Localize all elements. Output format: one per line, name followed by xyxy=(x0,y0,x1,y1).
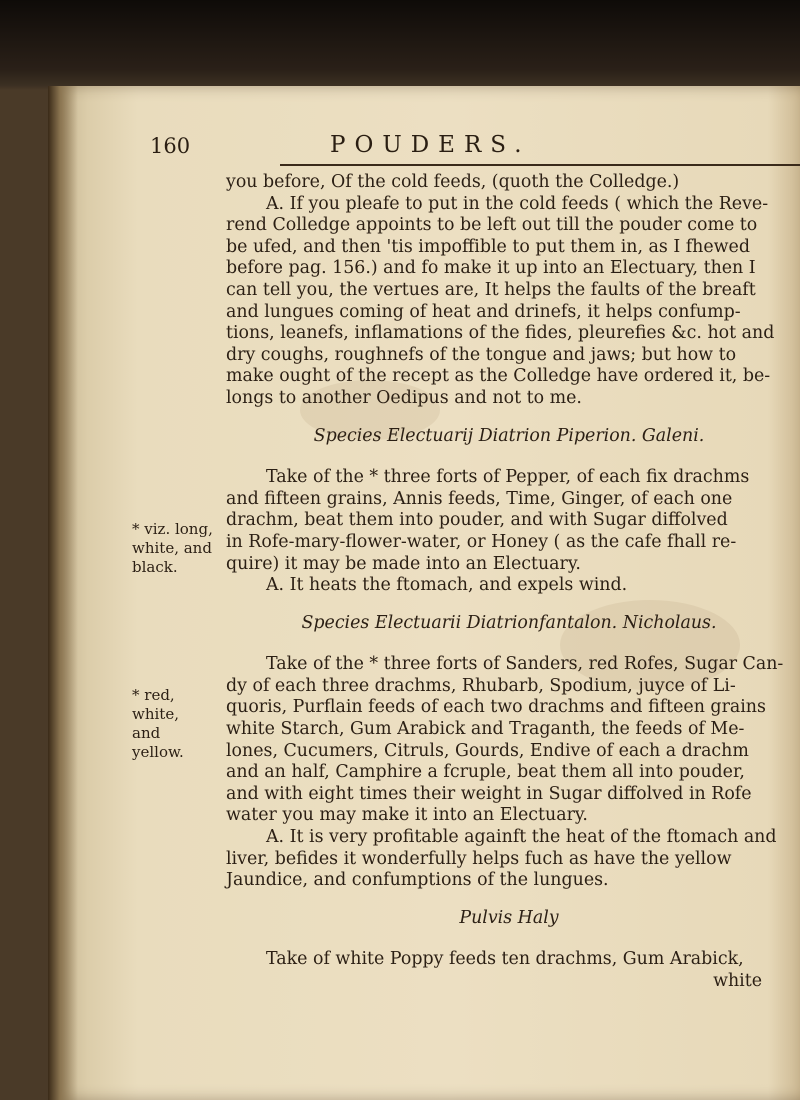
text-line: Jaundice, and confumptions of the lungues. xyxy=(226,870,609,891)
text-line: dy of each three drachms, Rhubarb, Spodium, juyce of Li- xyxy=(226,675,736,696)
body-text xyxy=(226,172,792,993)
page-header xyxy=(130,126,770,166)
margin-note-line: black. xyxy=(132,558,178,576)
text-line: quoris, Purflain feeds of each two drachms and fifteen grains xyxy=(226,697,766,718)
text-line: lones, Cucumers, Citruls, Gourds, Endive of each a drachm xyxy=(226,740,749,761)
heading-text: Pulvis Haly xyxy=(459,907,559,928)
text-line: and lungues coming of heat and drinefs, it helps confump- xyxy=(226,301,741,322)
text-line: A. It heats the ftomach, and expels wind. xyxy=(266,575,628,596)
section-heading xyxy=(226,908,792,930)
text-line: white Starch, Gum Arabick and Traganth, the feeds of Me- xyxy=(226,719,745,740)
margin-note-sanders xyxy=(132,686,216,762)
text-line: liver, befides it wonderfully helps fuch as have the yellow xyxy=(226,848,732,869)
text-line: longs to another Oedipus and not to me. xyxy=(226,387,582,408)
text-line: A. It is very profitable againft the heat of the ftomach and xyxy=(266,827,777,848)
text-line: Take of the * three forts of Pepper, of each fix drachms xyxy=(266,467,750,488)
header-rule xyxy=(280,164,800,166)
margin-note-line: white, and xyxy=(132,539,212,557)
margin-note-line: * red, white, xyxy=(132,686,179,723)
margin-note-line: * viz. long, xyxy=(132,520,213,538)
text-line: and fifteen grains, Annis feeds, Time, Ginger, of each one xyxy=(226,488,733,509)
text-line: Take of white Poppy feeds ten drachms, Gum Arabick, xyxy=(266,949,744,970)
margin-note-pepper xyxy=(132,520,216,577)
text-line: dry coughs, roughnefs of the tongue and jaws; but how to xyxy=(226,344,737,365)
text-line: you before, Of the cold feeds, (quoth the Colledge.) xyxy=(226,172,680,192)
text-line: be ufed, and then 'tis impoffible to put them in, as I fhewed xyxy=(226,236,750,257)
section-heading xyxy=(226,426,792,448)
running-title: POUDERS. xyxy=(330,132,531,158)
heading-text: Species Electuarij Diatrion Piperion. Galeni. xyxy=(313,425,705,446)
text-line: make ought of the recept as the Colledge have ordered it, be- xyxy=(226,366,771,387)
page-gutter xyxy=(48,86,78,1100)
text-line: tions, leanefs, inflamations of the fides, pleurefies &c. hot and xyxy=(226,323,775,344)
catchword: white xyxy=(713,971,762,991)
text-line: can tell you, the vertues are, It helps the faults of the breaft xyxy=(226,279,756,300)
text-line: and with eight times their weight in Sugar diffolved in Rofe xyxy=(226,783,752,804)
margin-note-line: and yellow. xyxy=(132,724,184,761)
text-line: quire) it may be made into an Electuary. xyxy=(226,553,581,574)
page-number: 160 xyxy=(150,134,191,158)
text-line: A. If you pleafe to put in the cold feeds ( which the Reve- xyxy=(266,193,769,214)
text-line: in Rofe-mary-flower-water, or Honey ( as the cafe fhall re- xyxy=(226,531,737,552)
text-line: and an half, Camphire a fcruple, beat them all into pouder, xyxy=(226,762,745,783)
text-line: Take of the * three forts of Sanders, red Rofes, Sugar Can- xyxy=(266,654,784,675)
text-line: drachm, beat them into pouder, and with Sugar diffolved xyxy=(226,510,728,531)
text-line: rend Colledge appoints to be left out till the pouder come to xyxy=(226,215,758,236)
text-line: before pag. 156.) and fo make it up into an Electuary, then I xyxy=(226,258,756,279)
text-line: water you may make it into an Electuary. xyxy=(226,805,588,826)
section-heading xyxy=(226,613,792,635)
heading-text: Species Electuarii Diatrionfantalon. Nicholaus. xyxy=(301,612,717,633)
